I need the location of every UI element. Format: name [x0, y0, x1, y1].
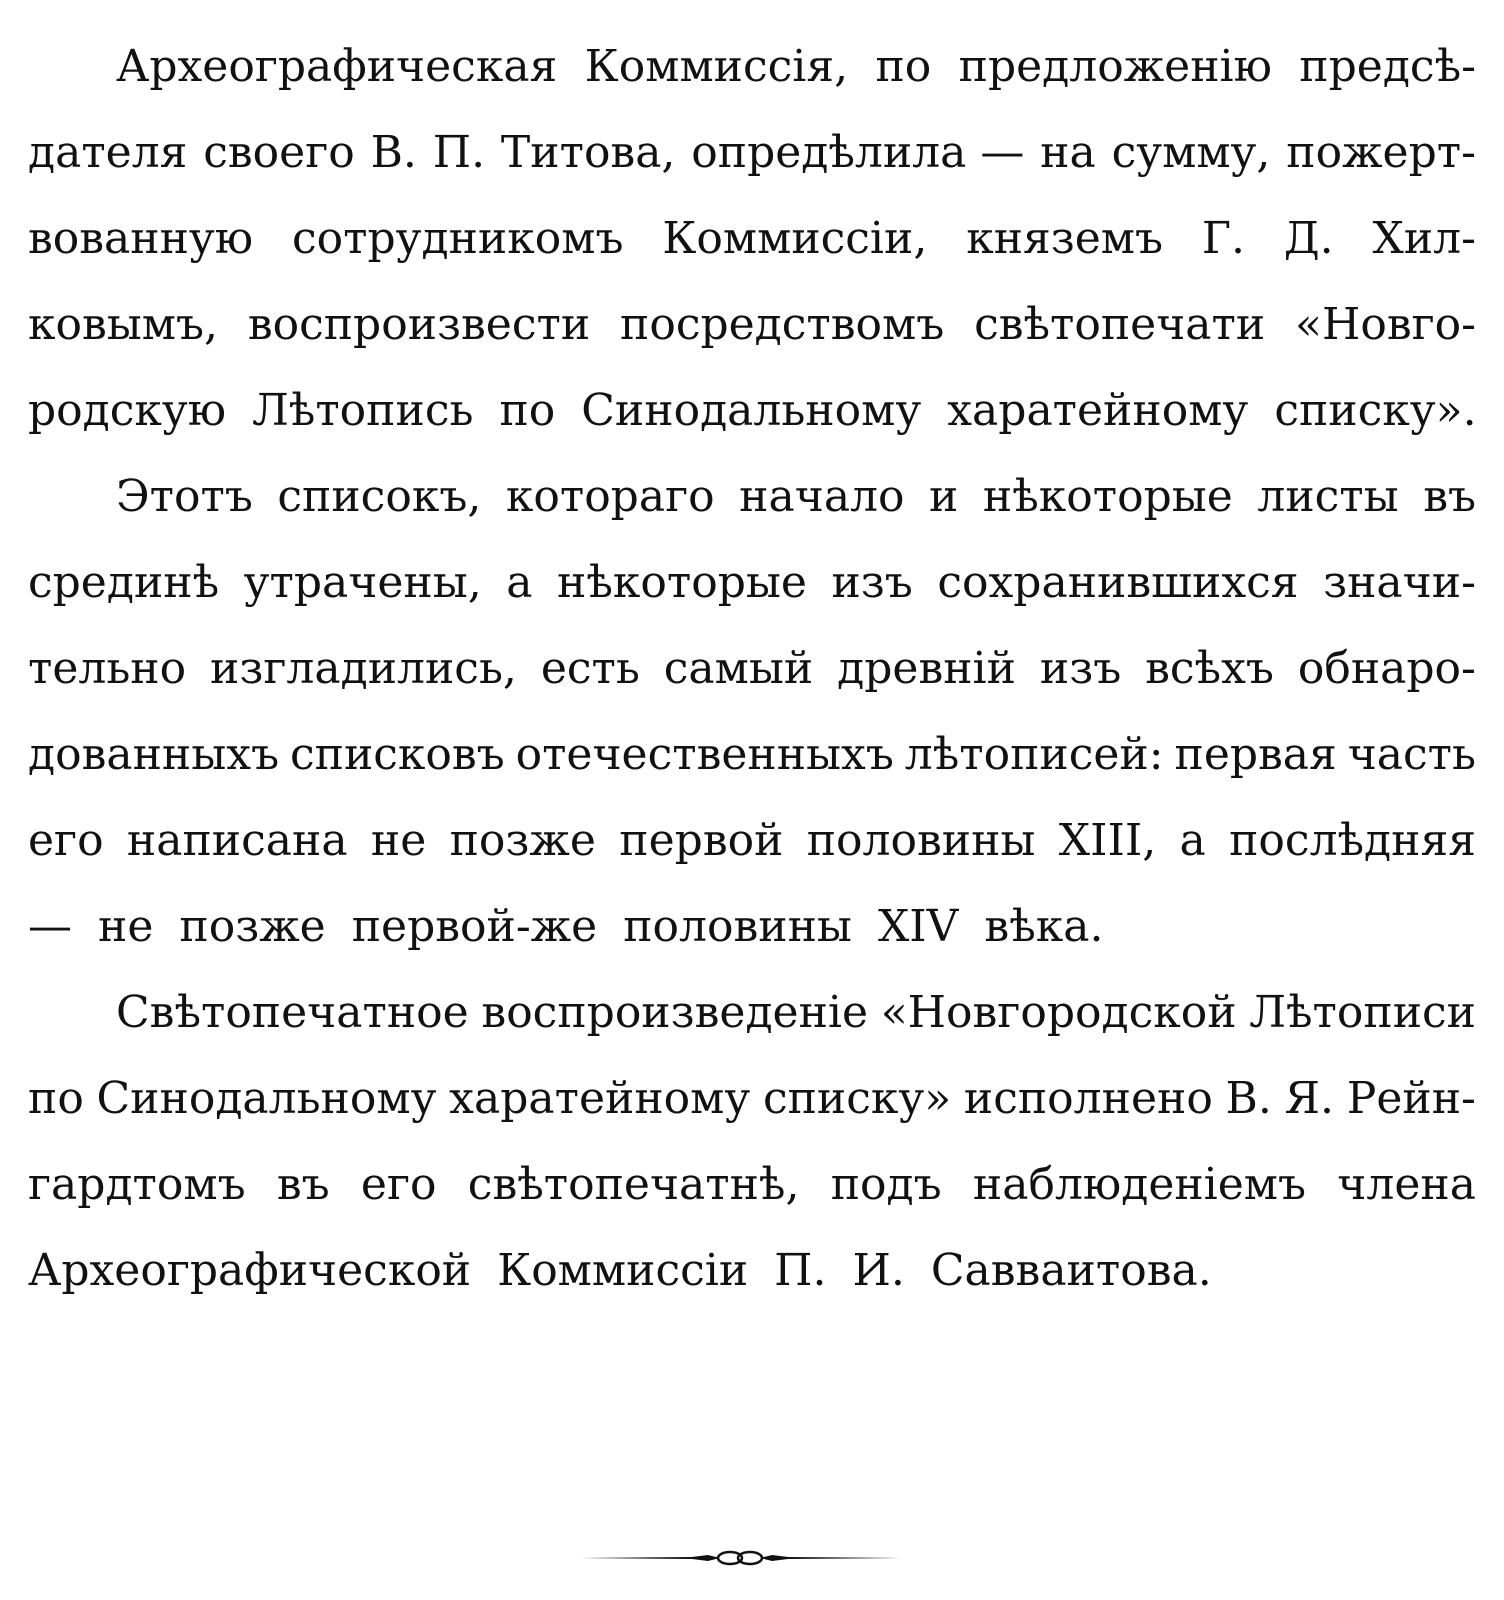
word: первая: [1174, 729, 1337, 780]
document-page: [28, 24, 1476, 1314]
word: —: [28, 901, 72, 952]
word: послѣдняя: [1229, 815, 1476, 866]
text-line: [28, 970, 1476, 1056]
word: наблюденіемъ: [972, 1159, 1307, 1210]
word: Рейн-: [1346, 1073, 1476, 1124]
word: изъ: [1039, 643, 1122, 694]
word: княземъ: [966, 213, 1164, 264]
word: посредствомъ: [620, 299, 945, 350]
paragraph: [28, 970, 1476, 1314]
text-line: [28, 282, 1476, 368]
word: есть: [540, 643, 640, 694]
word: вованную: [28, 213, 254, 264]
paragraph: [28, 454, 1476, 970]
word: не: [98, 901, 154, 952]
word: первой: [619, 815, 784, 866]
word: Археографической: [28, 1245, 472, 1296]
word: предложенію: [958, 41, 1272, 92]
word: Лѣтопись: [252, 385, 474, 436]
word: воспроизведеніе: [481, 987, 869, 1038]
word: значи-: [1323, 557, 1476, 608]
word: первой-же: [351, 901, 598, 952]
word: Свѣтопечатное: [116, 987, 469, 1038]
word: сотрудникомъ: [291, 213, 624, 264]
word: изгладились,: [210, 643, 517, 694]
text-line: [28, 1142, 1476, 1228]
word: пожерт-: [1286, 127, 1476, 178]
word: сохранившихся: [937, 557, 1299, 608]
word: дателя: [28, 127, 188, 178]
word: самый: [663, 643, 814, 694]
word: въ: [276, 1159, 330, 1210]
word: Г.: [1201, 213, 1246, 264]
word: Коммиссія,: [584, 41, 849, 92]
word: лѣтописей:: [904, 729, 1164, 780]
word: написана: [126, 815, 348, 866]
word: XIII,: [1058, 815, 1157, 866]
word: Коммиссіи: [497, 1245, 749, 1296]
word: сумму,: [1111, 127, 1271, 178]
word: члена: [1337, 1159, 1476, 1210]
word: позже: [179, 901, 326, 952]
word: дованныхъ: [28, 729, 280, 780]
word: древній: [837, 643, 1016, 694]
word: П.: [432, 127, 486, 178]
text-line: [28, 712, 1476, 798]
word: вѣка.: [984, 901, 1104, 952]
word: его: [28, 815, 104, 866]
word: И.: [852, 1245, 905, 1296]
word: исполнено: [963, 1073, 1213, 1124]
word: часть: [1347, 729, 1476, 780]
word: В.: [1225, 1073, 1272, 1124]
word: XIV: [877, 901, 959, 952]
text-line: [28, 196, 1476, 282]
word: котораго: [505, 471, 715, 522]
word: изъ: [831, 557, 913, 608]
word: Хил-: [1372, 213, 1476, 264]
word: списку»: [762, 1073, 952, 1124]
word: предсѣ-: [1299, 41, 1476, 92]
word: листы: [1257, 471, 1399, 522]
word: Д.: [1283, 213, 1334, 264]
word: срединѣ: [28, 557, 220, 608]
word: воспроизвести: [247, 299, 591, 350]
word: тельно: [28, 643, 187, 694]
word: Синодальному: [581, 385, 922, 436]
word: «Новгородской: [880, 987, 1237, 1038]
word: въ: [1423, 471, 1476, 522]
word: «Новго-: [1295, 299, 1476, 350]
text-line: [28, 626, 1476, 712]
word: позже: [449, 815, 596, 866]
word: Титова,: [500, 127, 676, 178]
word: подъ: [830, 1159, 942, 1210]
word: всѣхъ: [1145, 643, 1274, 694]
text-body: [28, 24, 1476, 1314]
word: на: [1040, 127, 1096, 178]
word: Археографическая: [116, 41, 558, 92]
word: его: [360, 1159, 437, 1210]
word: отечественныхъ: [515, 729, 894, 780]
text-line: [28, 1056, 1476, 1142]
text-line: [28, 24, 1476, 110]
text-line: [28, 1228, 1476, 1314]
word: ковымъ,: [28, 299, 218, 350]
paragraph: [28, 24, 1476, 454]
word: Савваитова.: [930, 1245, 1212, 1296]
word: начало: [739, 471, 905, 522]
word: Этотъ: [116, 471, 253, 522]
word: не: [370, 815, 427, 866]
word: а: [506, 557, 533, 608]
word: свѣтопечати: [974, 299, 1266, 350]
word: гардтомъ: [28, 1159, 246, 1210]
text-line: [28, 110, 1476, 196]
word: утрачены,: [243, 557, 482, 608]
text-line: [28, 884, 1476, 970]
word: по: [499, 385, 556, 436]
word: списковъ: [289, 729, 505, 780]
word: списку».: [1274, 385, 1477, 436]
word: нѣкоторые: [982, 471, 1233, 522]
word: Коммиссіи,: [662, 213, 928, 264]
word: половины: [806, 815, 1036, 866]
word: харатейному: [947, 385, 1249, 436]
word: опредѣлила —: [691, 127, 1025, 178]
text-line: [28, 798, 1476, 884]
word: по: [28, 1073, 84, 1124]
word: списокъ,: [277, 471, 482, 522]
word: и: [929, 471, 959, 522]
word: родскую: [28, 385, 227, 436]
text-line: [28, 368, 1476, 454]
text-line: [28, 540, 1476, 626]
word: Лѣтописи: [1249, 987, 1476, 1038]
word: нѣкоторые: [557, 557, 807, 608]
word: П.: [774, 1245, 827, 1296]
word: своего: [203, 127, 355, 178]
word: свѣтопечатнѣ,: [467, 1159, 800, 1210]
word: В.: [370, 127, 417, 178]
word: Я.: [1284, 1073, 1335, 1124]
word: половины: [623, 901, 852, 952]
word: Синодальному: [96, 1073, 437, 1124]
ornamental-divider-icon: [580, 1545, 900, 1571]
text-line: [28, 454, 1476, 540]
word: харатейному: [449, 1073, 751, 1124]
word: а: [1179, 815, 1206, 866]
word: обнаро-: [1297, 643, 1476, 694]
word: по: [875, 41, 932, 92]
